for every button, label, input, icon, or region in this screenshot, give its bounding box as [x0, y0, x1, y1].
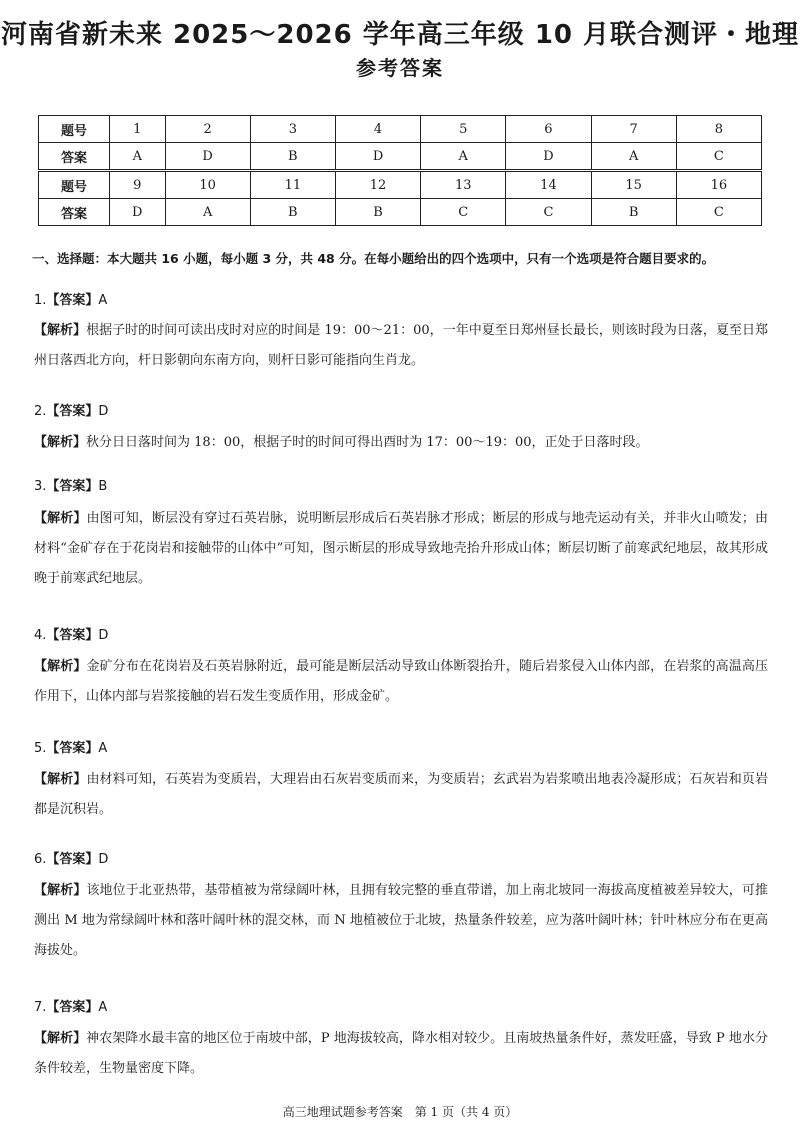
question-answer-line	[34, 475, 107, 494]
table-cell: B	[591, 199, 676, 226]
answer-tag: 【答案】	[46, 404, 99, 419]
answer-tag: 【答案】	[46, 293, 99, 308]
table-cell: 2	[165, 116, 250, 143]
answer-value: D	[98, 628, 109, 643]
table-cell: 15	[591, 171, 676, 199]
analysis-text: 该地位于北亚热带，基带植被为常绿阔叶林，且拥有较完整的垂直带谱，加上南北坡同一海拔高度植被差异较大，可推测出 M 地为常绿阔叶林和落叶阔叶林的混交林，而 N 地植被位于北坡，热量条件较差，应为落叶阔叶林；针叶林应分布在更高海拔处。	[34, 883, 768, 958]
question-analysis	[34, 765, 768, 825]
page-footer: 高三地理试题参考答案 第 1 页（共 4 页）	[282, 1105, 518, 1119]
question-answer-line	[34, 996, 107, 1015]
analysis-text: 金矿分布在花岗岩及石英岩脉附近，最可能是断层活动导致山体断裂抬升，随后岩浆侵入山体内部，在岩浆的高温高压作用下，山体内部与岩浆接触的岩石发生变质作用，形成金矿。	[34, 659, 768, 704]
table-cell: C	[421, 199, 506, 226]
table-cell: D	[506, 143, 591, 171]
table-cell: 11	[250, 171, 335, 199]
analysis-text: 秋分日日落时间为 18：00，根据子时的时间可得出酉时为 17：00～19：00，正处于日落时段。	[86, 435, 649, 450]
table-cell: D	[110, 199, 166, 226]
analysis-text: 由材料可知，石英岩为变质岩，大理岩由石灰岩变质而来，为变质岩；玄武岩为岩浆喷出地表冷凝形成；石灰岩和页岩都是沉积岩。	[34, 772, 768, 817]
table-cell: C	[676, 143, 761, 171]
row-label-question: 题号	[39, 116, 110, 143]
table-cell: 16	[676, 171, 761, 199]
question-number: 4.	[34, 628, 47, 643]
table-cell: B	[335, 199, 420, 226]
question-analysis	[34, 876, 768, 966]
question-analysis	[34, 316, 768, 376]
table-cell: 1	[110, 116, 166, 143]
answer-tag: 【答案】	[46, 479, 99, 494]
answer-tag: 【答案】	[46, 1000, 99, 1015]
answer-value: B	[98, 479, 108, 494]
table-row	[39, 143, 762, 171]
analysis-tag: 【解析】	[34, 772, 87, 787]
analysis-tag: 【解析】	[34, 1031, 87, 1046]
table-cell: A	[591, 143, 676, 171]
question-answer-line	[34, 848, 108, 867]
table-cell: 4	[335, 116, 420, 143]
answer-value: A	[98, 1000, 108, 1015]
answer-table	[38, 115, 762, 226]
answer-tag: 【答案】	[46, 628, 99, 643]
question-number: 3.	[34, 479, 47, 494]
table-cell: 14	[506, 171, 591, 199]
table-cell: 10	[165, 171, 250, 199]
question-analysis	[34, 652, 768, 712]
question-number: 5.	[34, 741, 47, 756]
table-cell: 9	[110, 171, 166, 199]
question-analysis	[34, 1024, 768, 1084]
row-label-question: 题号	[39, 171, 110, 199]
table-row	[39, 116, 762, 143]
section-heading: 一、选择题：本大题共 16 小题，每小题 3 分，共 48 分。在每小题给出的四个选项中，只有一个选项是符合题目要求的。	[32, 251, 715, 266]
table-cell: 7	[591, 116, 676, 143]
table-cell: B	[250, 143, 335, 171]
row-label-answer: 答案	[39, 199, 110, 226]
table-cell: 6	[506, 116, 591, 143]
row-label-answer: 答案	[39, 143, 110, 171]
analysis-text: 神农架降水最丰富的地区位于南坡中部，P 地海拔较高，降水相对较少。且南坡热量条件好，蒸发旺盛，导致 P 地水分条件较差，生物量密度下降。	[34, 1031, 768, 1076]
question-answer-line	[34, 737, 107, 756]
table-cell: 13	[421, 171, 506, 199]
analysis-tag: 【解析】	[34, 435, 87, 450]
table-cell: C	[506, 199, 591, 226]
answer-tag: 【答案】	[46, 852, 99, 867]
table-cell: A	[421, 143, 506, 171]
table-row	[39, 171, 762, 199]
analysis-text: 由图可知，断层没有穿过石英岩脉，说明断层形成后石英岩脉才形成；断层的形成与地壳运动有关，并非火山喷发；由材料“金矿存在于花岗岩和接触带的山体中”可知，图示断层的形成导致地壳抬升形成山体；断层切断了前寒武纪地层，故其形成晚于前寒武纪地层。	[34, 511, 768, 586]
table-cell: 8	[676, 116, 761, 143]
table-cell: D	[335, 143, 420, 171]
table-cell: A	[110, 143, 166, 171]
question-answer-line	[34, 400, 108, 419]
analysis-tag: 【解析】	[34, 883, 87, 898]
table-cell: B	[250, 199, 335, 226]
answer-value: D	[98, 852, 109, 867]
question-answer-line	[34, 624, 108, 643]
question-analysis	[34, 504, 768, 594]
analysis-tag: 【解析】	[34, 659, 87, 674]
question-number: 7.	[34, 1000, 47, 1015]
table-cell: D	[165, 143, 250, 171]
question-number: 2.	[34, 404, 47, 419]
question-analysis	[34, 428, 768, 458]
question-number: 6.	[34, 852, 47, 867]
table-cell: C	[676, 199, 761, 226]
question-number: 1.	[34, 293, 47, 308]
question-answer-line	[34, 289, 107, 308]
table-cell: 5	[421, 116, 506, 143]
table-row	[39, 199, 762, 226]
page-subtitle: 参考答案	[356, 56, 444, 80]
table-cell: 12	[335, 171, 420, 199]
answer-value: D	[98, 404, 109, 419]
table-cell: 3	[250, 116, 335, 143]
answer-value: A	[98, 741, 108, 756]
answer-tag: 【答案】	[46, 741, 99, 756]
analysis-text: 根据子时的时间可读出戌时对应的时间是 19：00～21：00，一年中夏至日郑州昼长最长，则该时段为日落，夏至日郑州日落西北方向，杆日影朝向东南方向，则杆日影可能指向生肖龙。	[34, 323, 768, 368]
analysis-tag: 【解析】	[34, 511, 87, 526]
table-cell: A	[165, 199, 250, 226]
page-title: 河南省新未来 2025～2026 学年高三年级 10 月联合测评・地理	[0, 20, 800, 50]
answer-value: A	[98, 293, 108, 308]
analysis-tag: 【解析】	[34, 323, 87, 338]
